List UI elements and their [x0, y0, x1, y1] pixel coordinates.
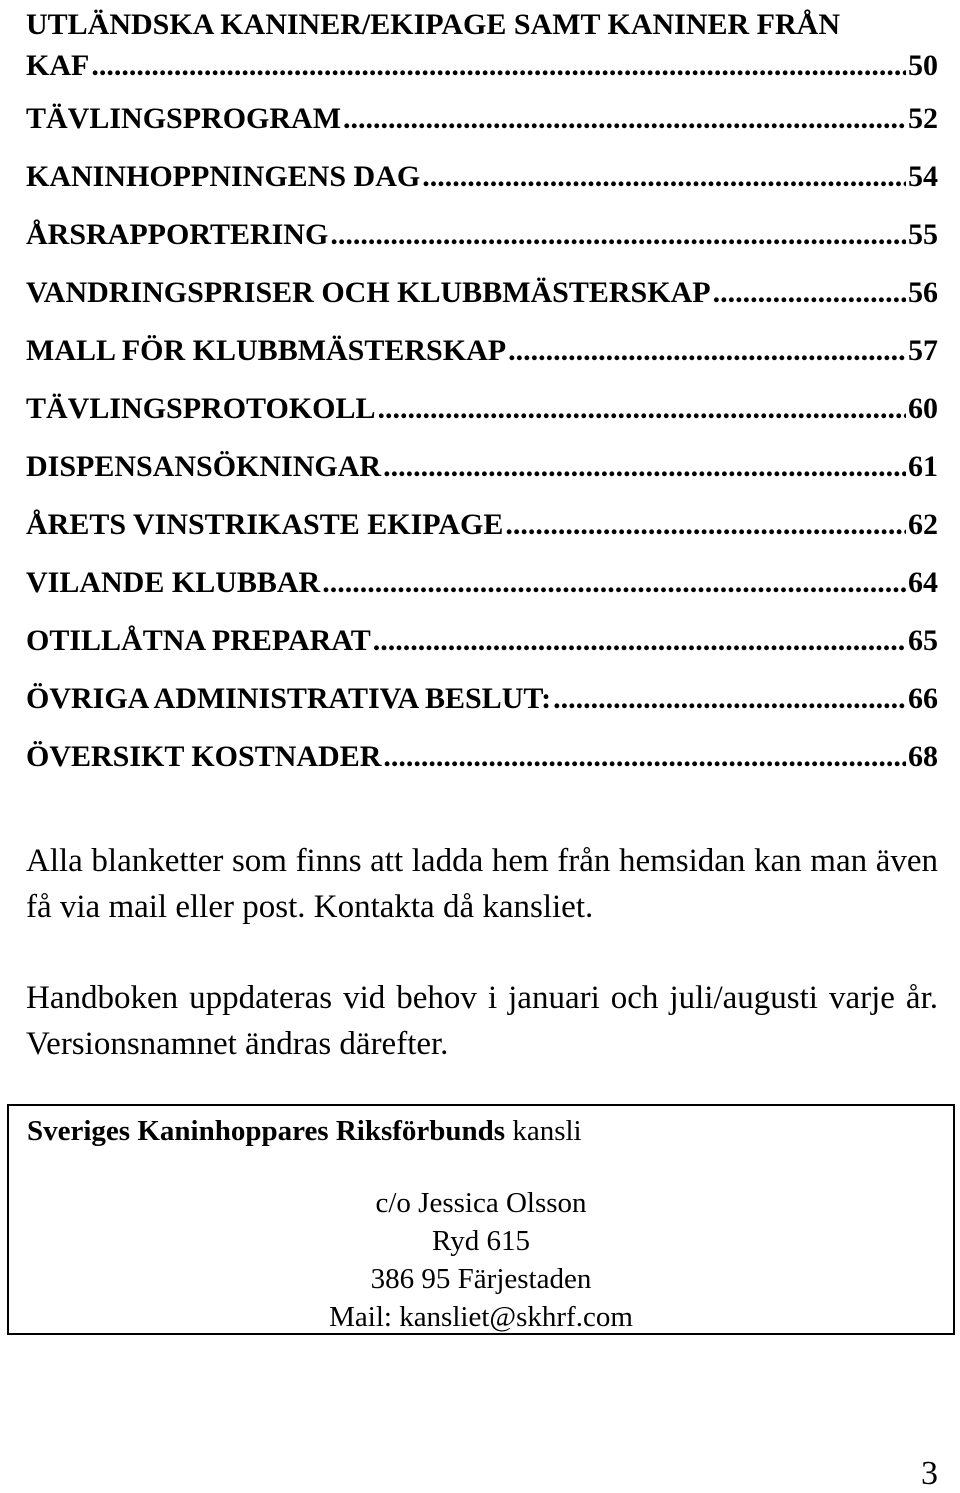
toc-entry[interactable]	[26, 670, 938, 728]
toc-entry-page: 52	[908, 102, 938, 135]
toc-entry-title: MALL FÖR KLUBBMÄSTERSKAP	[26, 334, 507, 367]
toc-entry[interactable]	[26, 496, 938, 554]
toc-entry[interactable]	[26, 728, 938, 786]
page-number: 3	[921, 1455, 938, 1492]
toc-entry-page: 64	[908, 566, 938, 599]
info-paragraph-forms: Alla blanketter som finns att ladda hem från hemsidan kan man även få via mail eller post. Kontakta då kansliet.	[26, 843, 938, 925]
toc-entry-page: 60	[908, 392, 938, 425]
contact-org-name: Sveriges Kaninhoppares Riksförbunds	[27, 1115, 506, 1147]
address-line: c/o Jessica Olsson	[375, 1187, 587, 1219]
toc-entry-title: ÅRETS VINSTRIKASTE EKIPAGE	[26, 508, 504, 541]
toc-leader-dots	[330, 206, 906, 264]
toc-entry-title: ÅRSRAPPORTERING	[26, 218, 329, 251]
table-of-contents	[26, 0, 938, 786]
toc-leader-dots	[505, 496, 906, 554]
toc-entry-title: OTILLÅTNA PREPARAT	[26, 624, 371, 657]
toc-entry-page: 50	[908, 49, 938, 82]
toc-entry[interactable]	[26, 0, 938, 90]
address-line: 386 95 Färjestaden	[370, 1263, 592, 1295]
contact-email[interactable]: Mail: kansliet@skhrf.com	[329, 1301, 633, 1333]
toc-leader-dots	[713, 264, 906, 322]
toc-entry-title: TÄVLINGSPROTOKOLL	[26, 392, 376, 425]
toc-entry-title: TÄVLINGSPROGRAM	[26, 102, 342, 135]
info-paragraph-updates: Handboken uppdateras vid behov i januari och juli/augusti varje år. Versionsnamnet ändras därefter.	[26, 980, 938, 1062]
toc-entry-title: DISPENSANSÖKNINGAR	[26, 450, 382, 483]
contact-org-suffix: kansli	[505, 1115, 582, 1147]
toc-entry-title: ÖVERSIKT KOSTNADER	[26, 740, 382, 773]
toc-entry-page: 65	[908, 624, 938, 657]
toc-leader-dots	[373, 612, 906, 670]
toc-leader-dots	[378, 380, 906, 438]
toc-leader-dots	[383, 438, 906, 496]
toc-entry-page: 66	[908, 682, 938, 715]
toc-entry-page: 61	[908, 450, 938, 483]
toc-entry-page: 55	[908, 218, 938, 251]
toc-entry-title: KAF	[26, 49, 90, 82]
contact-box	[7, 1104, 955, 1335]
toc-entry-title: ÖVRIGA ADMINISTRATIVA BESLUT:	[26, 682, 552, 715]
toc-entry[interactable]	[26, 148, 938, 206]
toc-leader-dots	[422, 148, 906, 206]
toc-entry[interactable]	[26, 554, 938, 612]
toc-entry-page: 68	[908, 740, 938, 773]
toc-leader-dots	[553, 670, 906, 728]
toc-entry[interactable]	[26, 90, 938, 148]
toc-entry-page: 54	[908, 160, 938, 193]
toc-leader-dots	[383, 728, 906, 786]
address-line: Ryd 615	[432, 1225, 530, 1257]
toc-entry-page: 62	[908, 508, 938, 541]
toc-entry-title: VANDRINGSPRISER OCH KLUBBMÄSTERSKAP	[26, 276, 711, 309]
contact-heading	[27, 1111, 582, 1151]
toc-entry[interactable]	[26, 438, 938, 496]
toc-entry[interactable]	[26, 264, 938, 322]
toc-entry-page: 56	[908, 276, 938, 309]
toc-entry[interactable]	[26, 380, 938, 438]
toc-entry-page: 57	[908, 334, 938, 367]
toc-entry[interactable]	[26, 612, 938, 670]
toc-entry-title: KANINHOPPNINGENS DAG	[26, 160, 421, 193]
toc-entry[interactable]	[26, 322, 938, 380]
toc-entry[interactable]	[26, 206, 938, 264]
toc-entry-title: VILANDE KLUBBAR	[26, 566, 321, 599]
toc-leader-dots	[322, 554, 906, 612]
toc-entry-title: UTLÄNDSKA KANINER/EKIPAGE SAMT KANINER FRÅN	[26, 8, 840, 41]
toc-leader-dots	[343, 90, 906, 148]
contact-address	[9, 1184, 953, 1336]
toc-leader-dots	[508, 322, 906, 380]
toc-leader-dots	[91, 46, 906, 86]
